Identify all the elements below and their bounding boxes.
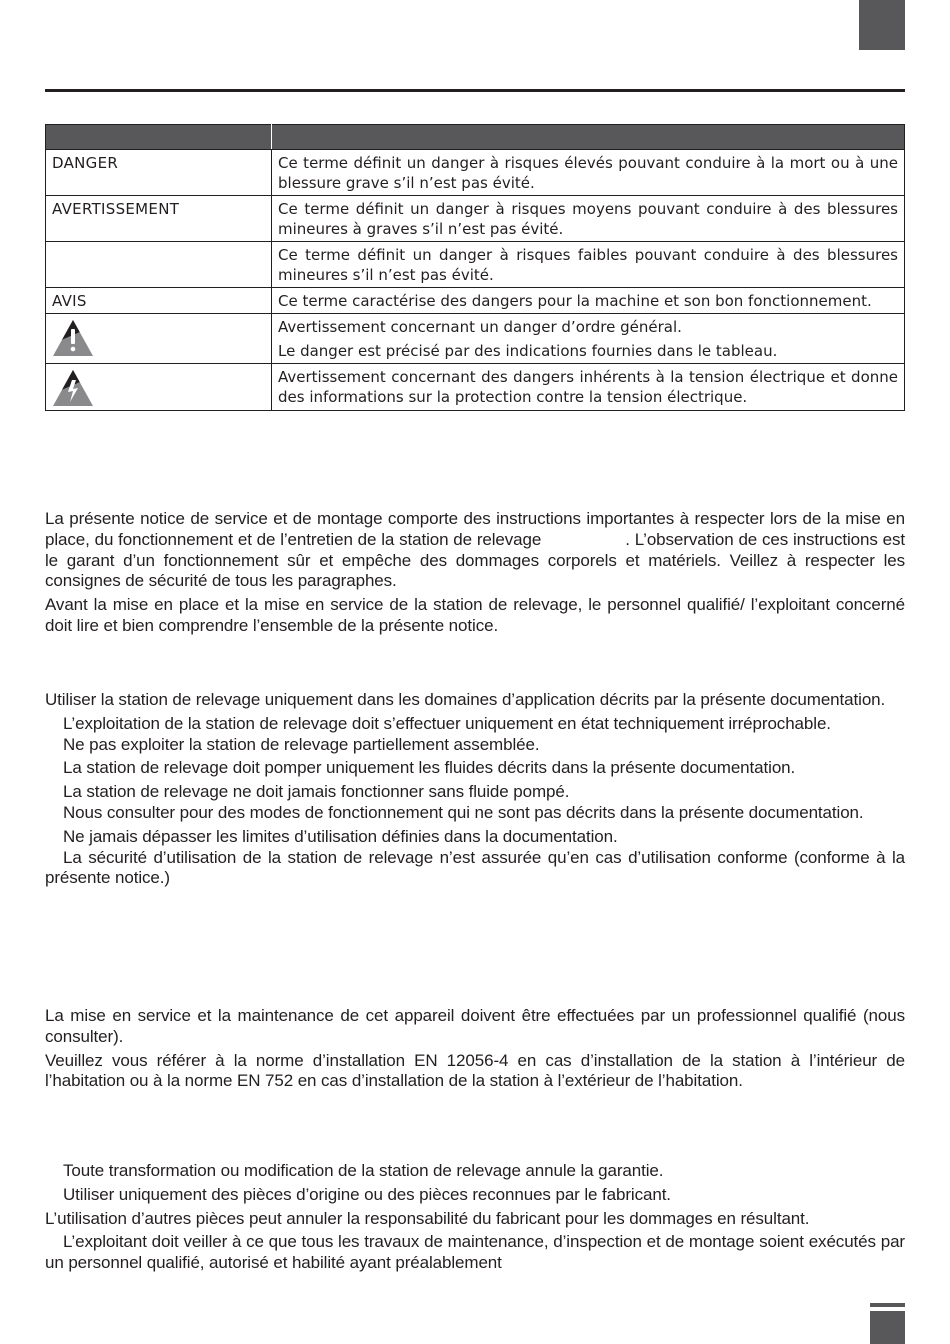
table-row — [46, 288, 905, 314]
term-description — [272, 288, 905, 314]
usage-item: La station de relevage ne doit jamais fonctionner sans fluide pompé. — [63, 782, 570, 802]
qualification-paragraph: La mise en service et la maintenance de cet appareil doivent être effectuées par un professionnel qualifié (nous consulter). — [45, 1006, 905, 1046]
intro-paragraph — [45, 509, 905, 592]
intro-text-end: . L’observation de ces instructions est le garant d’un fonctionnement sûr et empêche des dommages corporels et matériels. Veillez à respecter les consignes de sécurité de tous les paragraphes. — [45, 529, 905, 591]
general-warning-icon — [52, 318, 94, 358]
modifications-section — [45, 1161, 905, 1274]
usage-item: Nous consulter pour des modes de fonctionnement qui ne sont pas décrits dans la présente documentation. — [63, 802, 864, 822]
symbol-cell — [46, 314, 272, 364]
usage-item: L’exploitation de la station de relevage doit s’effectuer uniquement en état techniquement irréprochable. — [63, 713, 831, 733]
term-avertissement: AVERTISSEMENT — [46, 196, 272, 242]
usage-lead: Utiliser la station de relevage uniquement dans les domaines d’application décrits par la présente documentation. — [45, 690, 886, 709]
description-text: Ce terme caractérise des dangers pour la machine et son bon fonctionnement. — [278, 292, 872, 310]
term-description — [272, 196, 905, 242]
chapter-tab — [859, 0, 905, 50]
footer-tab — [870, 1311, 905, 1344]
intro-paragraph-2: Avant la mise en place et la mise en service de la station de relevage, le personnel qualifié/ l’exploitant concerné doit lire et bien comprendre l’ensemble de la présente notice. — [45, 595, 905, 635]
term-avis: AVIS — [46, 288, 272, 314]
modification-item: L’exploitant doit veiller à ce que tous les travaux de maintenance, d’inspection et de montage soient exécutés par un personnel qualifié, autorisé et habilité ayant préalablement — [45, 1232, 905, 1273]
qualification-section — [45, 1006, 905, 1092]
term-description — [272, 150, 905, 196]
usage-item: Ne pas exploiter la station de relevage partiellement assemblée. — [63, 734, 540, 754]
description-text: Ce terme définit un danger à risques faibles pouvant conduire à des blessures mineures s’il n’est pas évité. — [278, 246, 898, 284]
usage-item: Ne jamais dépasser les limites d’utilisation définies dans la documentation. — [63, 826, 618, 846]
electrical-hazard-icon — [52, 368, 94, 408]
table-header-term — [46, 125, 272, 150]
symbol-cell — [46, 364, 272, 411]
term-description — [272, 242, 905, 288]
usage-section — [45, 690, 905, 889]
usage-item: La sécurité d’utilisation de la station de relevage n’est assurée qu’en cas d’utilisation conforme (conforme à la présente notice.) — [45, 847, 905, 888]
term-danger: DANGER — [46, 150, 272, 196]
intro-text-start: La présente notice de service et de montage comporte des instructions importantes à respecter lors de la mise en place, du fonctionnement et de l’entretien de la station de relevage — [45, 509, 905, 549]
intro-section — [45, 509, 905, 637]
term-description — [272, 314, 905, 364]
table-row — [46, 314, 905, 364]
hazard-definitions-table — [45, 124, 905, 411]
term-description — [272, 364, 905, 411]
table-row — [46, 364, 905, 411]
description-text: Ce terme définit un danger à risques moyens pouvant conduire à des blessures mineures à graves s’il n’est pas évité. — [278, 200, 898, 238]
table-header-row — [46, 125, 905, 150]
table-header-meaning — [272, 125, 905, 150]
footer-bar — [870, 1303, 905, 1307]
term-blank — [46, 242, 272, 288]
description-text: Ce terme définit un danger à risques élevés pouvant conduire à la mort ou à une blessure grave s’il n’est pas évité. — [278, 154, 898, 192]
standards-paragraph: Veuillez vous référer à la norme d’installation EN 12056-4 en cas d’installation de la station à l’intérieur de l’habitation ou à la norme EN 752 en cas d’installation de la station à l’extérieur de l’habitation. — [45, 1050, 905, 1091]
usage-item: La station de relevage doit pomper uniquement les fluides décrits dans la présente documentation. — [63, 758, 796, 778]
table-row — [46, 150, 905, 196]
description-text: Le danger est précisé par des indications fournies dans le tableau. — [278, 342, 778, 360]
header-rule — [45, 89, 905, 92]
modification-item: Utiliser uniquement des pièces d’origine ou des pièces reconnues par le fabricant. — [63, 1184, 671, 1204]
modification-paragraph: L’utilisation d’autres pièces peut annuler la responsabilité du fabricant pour les dommages en résultant. — [45, 1208, 810, 1228]
table-row — [46, 196, 905, 242]
modification-item: Toute transformation ou modification de la station de relevage annule la garantie. — [63, 1161, 664, 1180]
description-text: Avertissement concernant des dangers inhérents à la tension électrique et donne des informations sur la protection contre la tension électrique. — [278, 368, 898, 406]
description-text: Avertissement concernant un danger d’ordre général. — [278, 318, 682, 336]
table-row — [46, 242, 905, 288]
